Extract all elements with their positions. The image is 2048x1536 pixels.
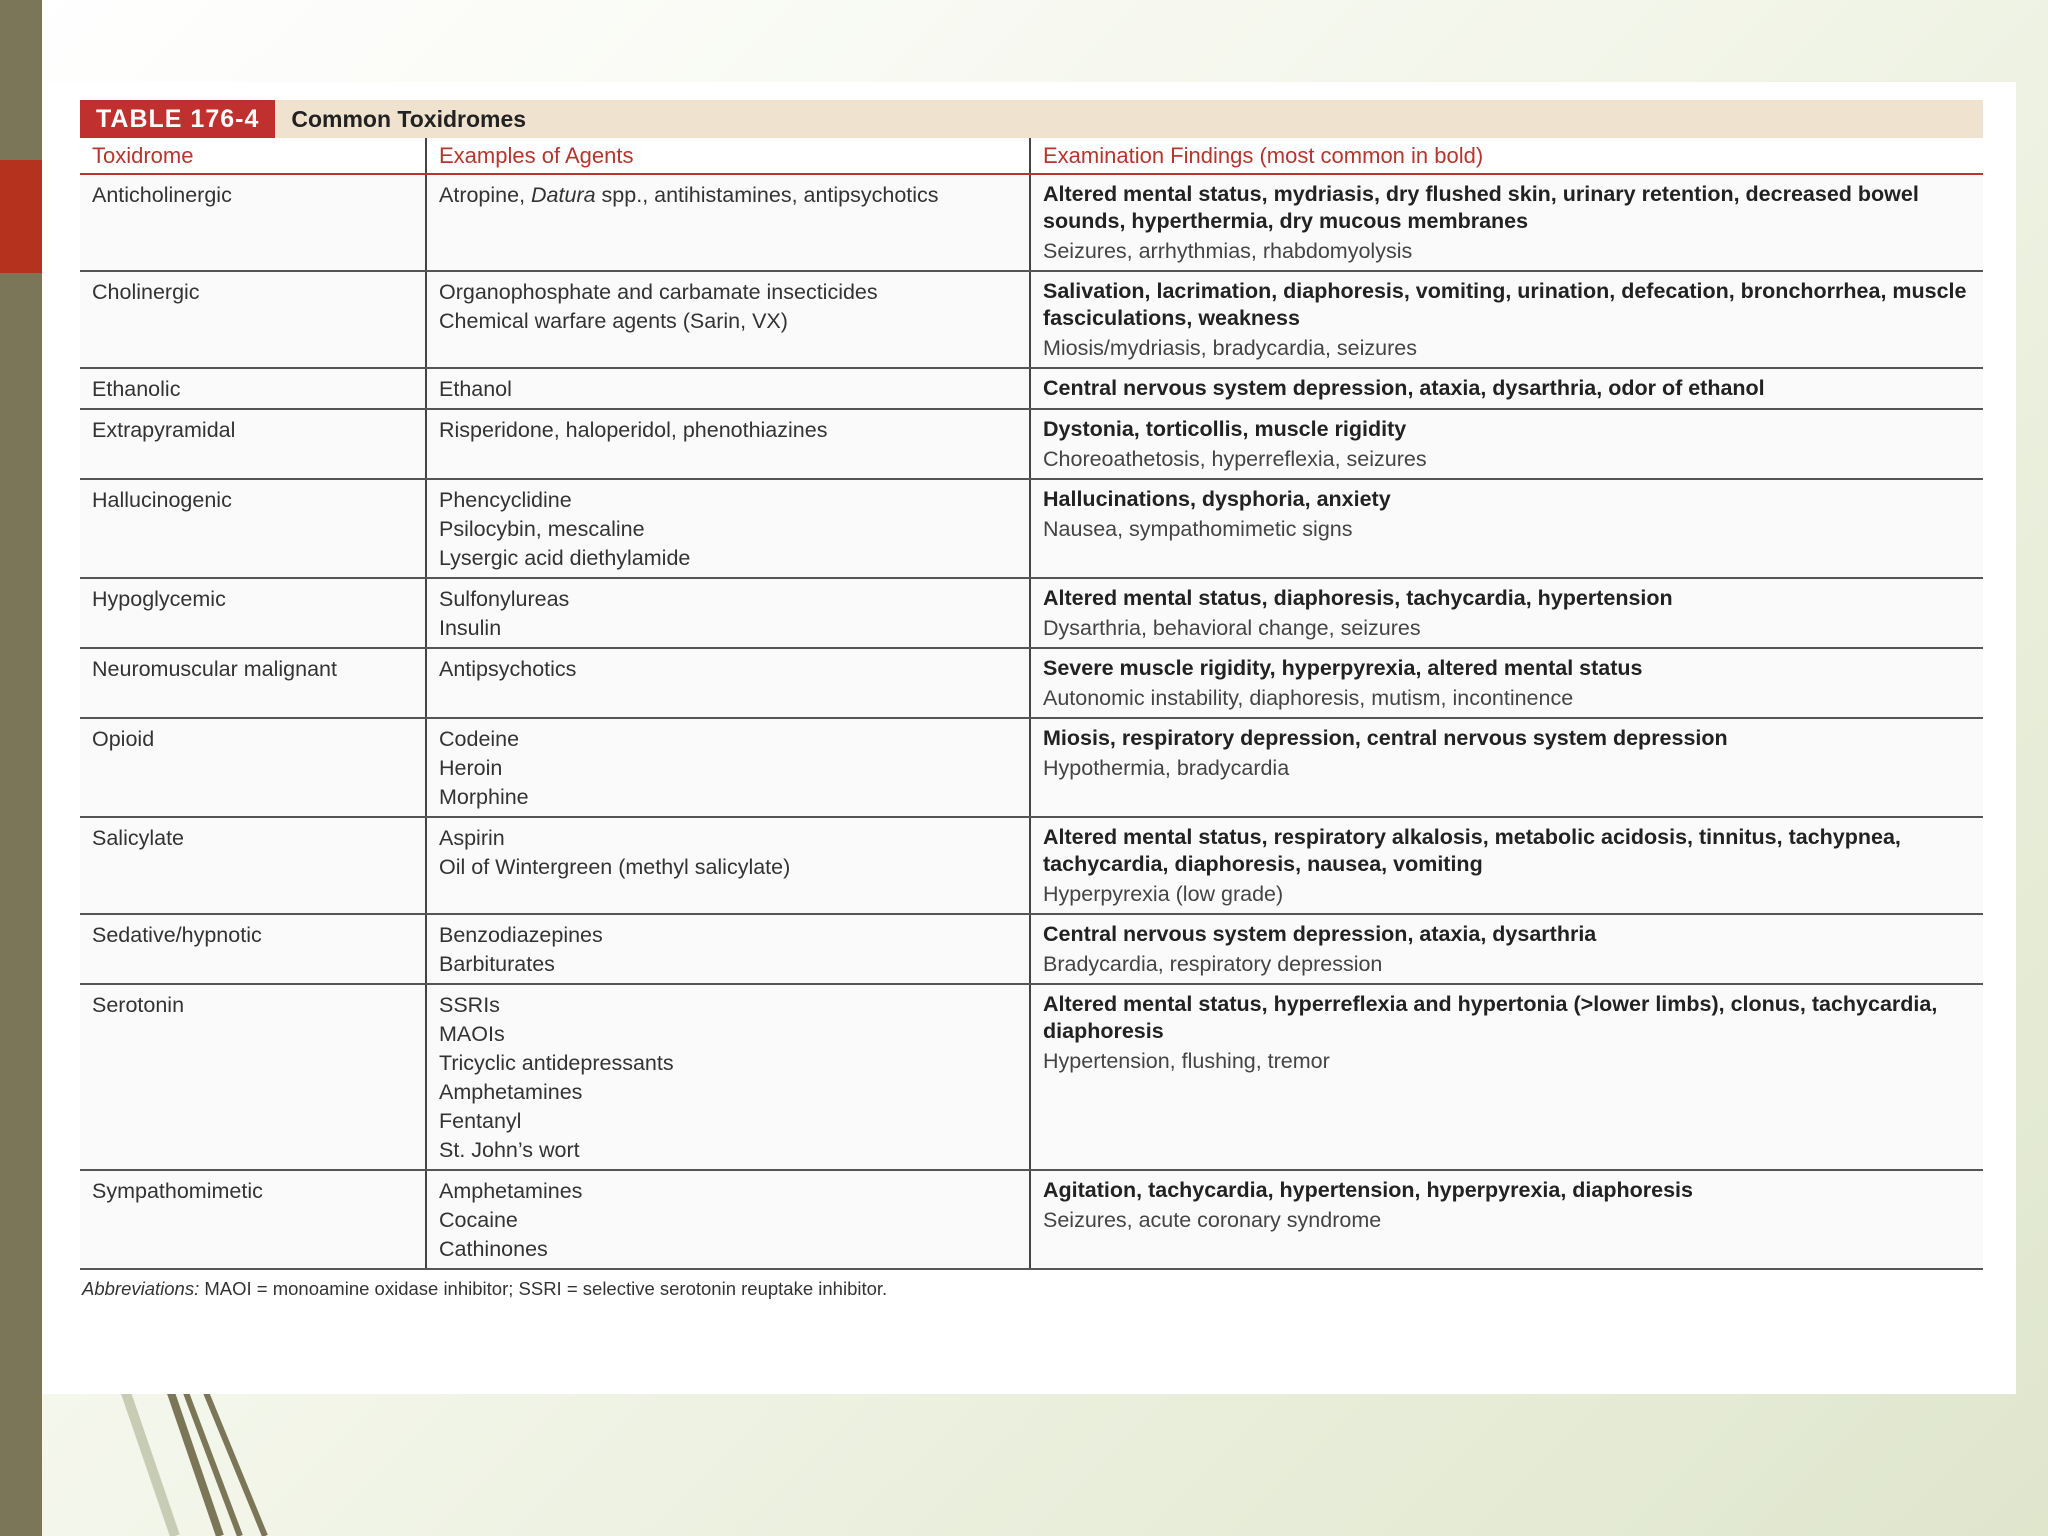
agent-item: Ethanol (439, 377, 512, 401)
findings-other: Dysarthria, behavioral change, seizures (1043, 616, 1421, 640)
agent-item: Codeine (439, 727, 520, 751)
agents-cell (426, 718, 1030, 817)
agent-item: Oil of Wintergreen (methyl salicylate) (439, 855, 791, 879)
header-findings: Examination Findings (most common in bold) (1030, 138, 1983, 174)
agents-cell (426, 578, 1030, 648)
findings-bold: Severe muscle rigidity, hyperpyrexia, altered mental status (1043, 656, 1643, 680)
findings-bold: Altered mental status, mydriasis, dry flushed skin, urinary retention, decreased bowel sounds, hyperthermia, dry mucous membranes (1043, 182, 1919, 233)
findings-other: Hypothermia, bradycardia (1043, 756, 1290, 780)
findings-bold: Central nervous system depression, ataxia, dysarthria, odor of ethanol (1043, 376, 1765, 400)
agent-item: Heroin (439, 756, 503, 780)
agent-item: Insulin (439, 616, 502, 640)
findings-bold: Dystonia, torticollis, muscle rigidity (1043, 417, 1407, 441)
agent-item: Cathinones (439, 1237, 548, 1261)
decorative-lines (110, 1390, 310, 1536)
toxidrome-name: Serotonin (80, 984, 426, 1170)
agent-item: Antipsychotics (439, 657, 577, 681)
findings-cell (1030, 174, 1983, 271)
table-row (80, 1170, 1983, 1269)
findings-other: Seizures, acute coronary syndrome (1043, 1208, 1382, 1232)
table-title: Common Toxidromes (291, 105, 527, 132)
agents-cell (426, 648, 1030, 718)
agent-item: Amphetamines (439, 1080, 583, 1104)
agent-item: Phencyclidine (439, 488, 572, 512)
toxidrome-name: Sedative/hypnotic (80, 914, 426, 984)
findings-other: Hyperpyrexia (low grade) (1043, 882, 1284, 906)
agent-item: Lysergic acid diethylamide (439, 546, 691, 570)
header-row (80, 138, 1983, 174)
agents-cell (426, 174, 1030, 271)
findings-bold: Agitation, tachycardia, hypertension, hyperpyrexia, diaphoresis (1043, 1178, 1693, 1202)
agent-item: MAOIs (439, 1022, 505, 1046)
findings-bold: Altered mental status, respiratory alkalosis, metabolic acidosis, tinnitus, tachypnea, tachycardia, diaphoresis, nausea, vomiting (1043, 825, 1901, 876)
toxidrome-name: Salicylate (80, 817, 426, 914)
agent-item: Sulfonylureas (439, 587, 570, 611)
table-row (80, 409, 1983, 479)
findings-cell (1030, 479, 1983, 578)
table-row (80, 368, 1983, 409)
agent-item: Morphine (439, 785, 529, 809)
abbreviations-text: MAOI = monoamine oxidase inhibitor; SSRI = selective serotonin reuptake inhibitor. (199, 1278, 888, 1299)
table-row (80, 817, 1983, 914)
toxidrome-name: Extrapyramidal (80, 409, 426, 479)
agent-item: Tricyclic antidepressants (439, 1051, 674, 1075)
agents-cell (426, 479, 1030, 578)
agent-item: Cocaine (439, 1208, 518, 1232)
findings-other: Seizures, arrhythmias, rhabdomyolysis (1043, 239, 1413, 263)
genus-italic: Datura (531, 183, 596, 207)
agents-cell (426, 368, 1030, 409)
header-toxidrome: Toxidrome (80, 138, 426, 174)
agent-item: Barbiturates (439, 952, 555, 976)
agents-cell (426, 984, 1030, 1170)
agents-cell (426, 817, 1030, 914)
table-row (80, 914, 1983, 984)
agents-cell (426, 409, 1030, 479)
findings-cell (1030, 817, 1983, 914)
agent-item: Psilocybin, mescaline (439, 517, 645, 541)
toxidrome-name: Hypoglycemic (80, 578, 426, 648)
toxidrome-name: Opioid (80, 718, 426, 817)
table-row (80, 479, 1983, 578)
findings-cell (1030, 648, 1983, 718)
agent-item: Amphetamines (439, 1179, 583, 1203)
findings-cell (1030, 409, 1983, 479)
table-row (80, 718, 1983, 817)
toxidrome-name: Sympathomimetic (80, 1170, 426, 1269)
findings-other: Hypertension, flushing, tremor (1043, 1049, 1330, 1073)
agent-item: Aspirin (439, 826, 505, 850)
findings-bold: Altered mental status, hyperreflexia and hypertonia (>lower limbs), clonus, tachycardia, diaphoresis (1043, 992, 1938, 1043)
findings-other: Bradycardia, respiratory depression (1043, 952, 1383, 976)
findings-cell (1030, 578, 1983, 648)
agent-item: Organophosphate and carbamate insecticides (439, 280, 878, 304)
findings-cell (1030, 984, 1983, 1170)
toxidrome-name: Anticholinergic (80, 174, 426, 271)
toxidrome-name: Cholinergic (80, 271, 426, 368)
agent-item: St. John’s wort (439, 1138, 580, 1162)
findings-other: Nausea, sympathomimetic signs (1043, 517, 1353, 541)
table-row (80, 578, 1983, 648)
table-row (80, 174, 1983, 271)
table-body (80, 174, 1983, 1269)
findings-bold: Altered mental status, diaphoresis, tachycardia, hypertension (1043, 586, 1673, 610)
agent-item: Chemical warfare agents (Sarin, VX) (439, 309, 788, 333)
findings-other: Autonomic instability, diaphoresis, mutism, incontinence (1043, 686, 1574, 710)
agents-cell (426, 914, 1030, 984)
table-number-label: TABLE 176-4 (80, 100, 275, 138)
table-title-row (80, 100, 1983, 138)
table-row (80, 984, 1983, 1170)
left-accent-block (0, 160, 42, 273)
toxidrome-name: Ethanolic (80, 368, 426, 409)
toxidrome-name: Neuromuscular malignant (80, 648, 426, 718)
findings-other: Choreoathetosis, hyperreflexia, seizures (1043, 447, 1427, 471)
header-agents: Examples of Agents (426, 138, 1030, 174)
findings-cell (1030, 368, 1983, 409)
agents-cell (426, 1170, 1030, 1269)
findings-bold: Miosis, respiratory depression, central nervous system depression (1043, 726, 1728, 750)
findings-bold: Central nervous system depression, ataxia, dysarthria (1043, 922, 1597, 946)
findings-cell (1030, 1170, 1983, 1269)
table-panel (42, 82, 2016, 1394)
agent-item: Benzodiazepines (439, 923, 603, 947)
findings-cell (1030, 914, 1983, 984)
findings-cell (1030, 718, 1983, 817)
agent-item: Atropine, Datura spp., antihistamines, antipsychotics (439, 183, 939, 207)
agent-item: Fentanyl (439, 1109, 522, 1133)
table-row (80, 271, 1983, 368)
agent-item: Risperidone, haloperidol, phenothiazines (439, 418, 828, 442)
agent-item: SSRIs (439, 993, 500, 1017)
abbreviations-label: Abbreviations: (82, 1278, 200, 1299)
findings-bold: Salivation, lacrimation, diaphoresis, vomiting, urination, defecation, bronchorrhea, muscle fasciculations, weakness (1043, 279, 1967, 330)
findings-cell (1030, 271, 1983, 368)
table-row (80, 648, 1983, 718)
toxidrome-name: Hallucinogenic (80, 479, 426, 578)
table-wrap (80, 100, 1983, 1308)
toxidromes-table (80, 138, 1983, 1270)
agents-cell (426, 271, 1030, 368)
findings-bold: Hallucinations, dysphoria, anxiety (1043, 487, 1391, 511)
abbreviations-note (80, 1270, 1983, 1308)
findings-other: Miosis/mydriasis, bradycardia, seizures (1043, 336, 1417, 360)
